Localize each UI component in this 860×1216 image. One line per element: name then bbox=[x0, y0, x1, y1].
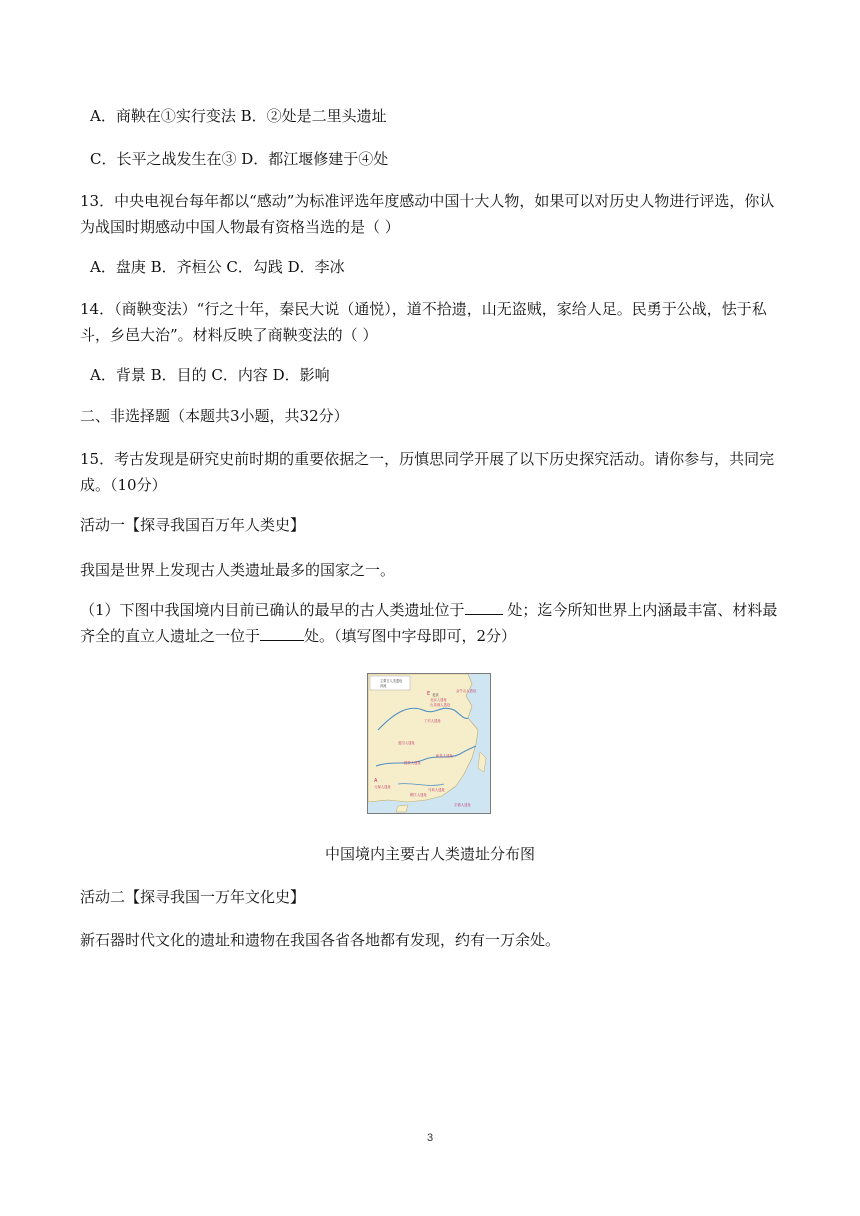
answer-blank-1 bbox=[465, 600, 503, 615]
q15-stem: 15．考古发现是研究史前时期的重要依据之一，历慎思同学开展了以下历史探究活动。请你参与，共同完成。（10分） bbox=[80, 450, 775, 494]
map-caption: 中国境内主要古人类遗址分布图 bbox=[324, 845, 535, 863]
q13-options: A．盘庚 B．齐桓公 C．勾践 D．李冰 bbox=[90, 258, 345, 276]
sub1-text-part3: 处。（填写图中字母即可，2分） bbox=[304, 627, 517, 645]
activity-1-title: 活动一【探寻我国百万年人类史】 bbox=[80, 516, 306, 534]
section-heading: 二、非选择题（本题共3小题，共32分） bbox=[80, 407, 349, 425]
q12-options-line-1: A．商鞅在①实行变法 B．②处是二里头遗址 bbox=[90, 107, 387, 125]
map-label-1: 山顶洞人遗址 bbox=[430, 703, 451, 707]
q15-sub-question-1 bbox=[80, 597, 785, 649]
legend-sites: 主要古人类遗址 bbox=[380, 679, 403, 683]
map-label-10: 左镇人遗址 bbox=[454, 803, 471, 807]
map-letter-a: A bbox=[374, 778, 378, 784]
activity-2-title: 活动二【探寻我国一万年文化史】 bbox=[80, 888, 306, 906]
q14-stem: 14．（商鞅变法）“行之十年，秦民大说（通悦），道不拾遗，山无盗贼，家给人足。民勇于公战，怯于私斗，乡邑大治”。材料反映了商鞅变法的（ ） bbox=[80, 300, 767, 344]
map-label-0: 北京人遗址 bbox=[430, 698, 447, 702]
map-graphic bbox=[368, 674, 490, 813]
map-label-2: 金牛山人遗址 bbox=[456, 689, 477, 693]
q14-options: A．背景 B．目的 C．内容 D．影响 bbox=[90, 366, 330, 384]
sub1-text-part2: 处；迄今所知世界上内涵最丰富、材料最齐全的直立人遗址之一位于 bbox=[80, 601, 778, 645]
page-number: 3 bbox=[426, 1132, 434, 1144]
answer-blank-2 bbox=[260, 626, 304, 641]
legend-rivers: 河流 bbox=[380, 684, 387, 688]
map-label-3: 丁村人遗址 bbox=[424, 719, 441, 723]
q12-options-line-2: C．长平之战发生在③ D．都江堰修建于④处 bbox=[90, 150, 389, 168]
map-letter-e: E bbox=[427, 691, 431, 697]
map-label-9: 柳江人遗址 bbox=[410, 793, 427, 797]
map-label-4: 蓝田人遗址 bbox=[398, 741, 415, 745]
map-label-8: 马坝人遗址 bbox=[428, 788, 445, 792]
map-label-6: 和县人遗址 bbox=[436, 754, 453, 758]
map-label-7: 元谋人遗址 bbox=[374, 785, 391, 789]
sub1-text-part1: （1）下图中我国境内目前已确认的最早的古人类遗址位于 bbox=[80, 601, 465, 619]
q13-stem: 13．中央电视台每年都以“感动”为标准评选年度感动中国十大人物，如果可以对历史人物进行评选，你认为战国时期感动中国人物最有资格当选的是（ ） bbox=[80, 192, 775, 236]
map-label-5: 郧县人遗址 bbox=[404, 761, 421, 765]
activity-1-text: 我国是世界上发现古人类遗址最多的国家之一。 bbox=[80, 561, 396, 579]
ancient-human-sites-map bbox=[367, 673, 491, 814]
map-label-beijing: 北京 bbox=[432, 693, 439, 697]
activity-2-text: 新石器时代文化的遗址和遗物在我国各省各地都有发现，约有一万余处。 bbox=[80, 931, 561, 949]
